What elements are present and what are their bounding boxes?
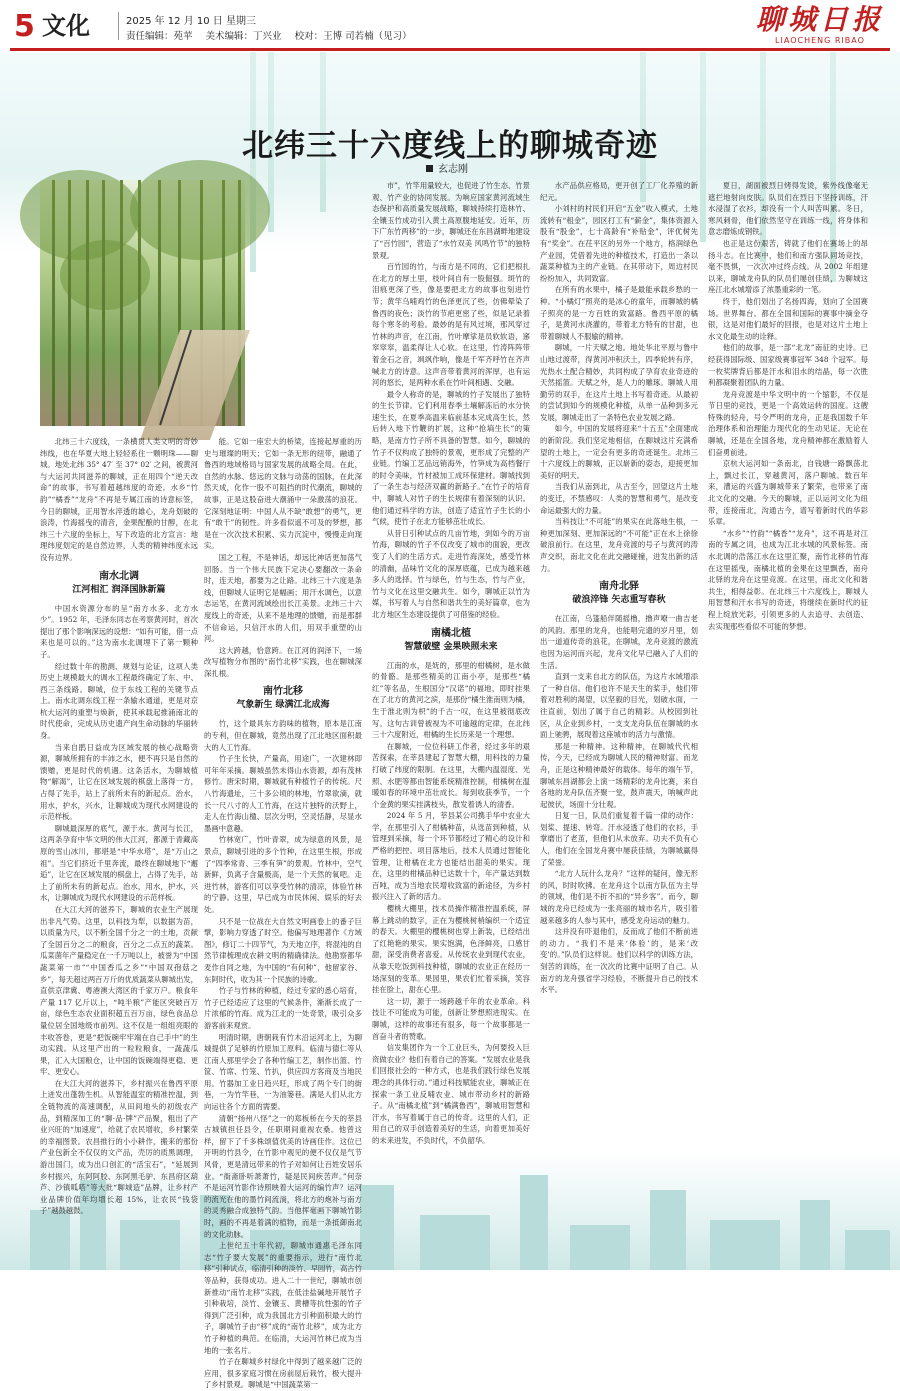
art-editor: 美术编辑：丁兴业 <box>205 31 282 42</box>
author-byline <box>426 160 468 175</box>
header-rule <box>10 48 890 51</box>
paragraph: 在所有的水果中，橘子是最能承载乡愁的一种。“小橘灯”照亮的是冰心的童年，而聊城的橘子照亮的是一方百姓的致富路。鲁西平原的橘子，是黄河水浇灌的，带着北方特有的甘甜，也带着聊城人不服输的精神。 <box>540 285 698 341</box>
paragraph: 经过数十年的勘测、规划与论证，这项人类历史上规模最大的调水工程最终确定了东、中、西三条线路。聊城，位于东线工程的关键节点上。南水北调东线工程一条输水通道，更是对京杭大运河的重塑与焕新，使其承载起推涌南北的时代使命，完成从历史遗产向生命动脉的华丽转身。 <box>40 661 198 741</box>
bamboo-forest-photo <box>40 180 245 426</box>
paragraph: 在聊城，一位位科研工作者，经过多年的艰苦探索，在莘县建起了智慧大棚，用科技的力量打破了纬度的限制。在这里，大棚内温湿度、光照、水肥等都由智能系统精准控制，柑橘树在温暖如春的环境中茁壮成长。每到收获季节，一个个金黄的果实挂满枝头，散发着诱人的清香。 <box>372 741 530 809</box>
paragraph: 他们的故事，是一部“北龙”南征的史诗。已经获得国际级、国家级赛事冠军 348 个冠军。每一枚奖牌背后都是汗水和泪水的结晶，每一次胜利都凝聚着团队的力量。 <box>708 343 868 388</box>
logo-en: LIAOCHENG RIBAO <box>775 36 865 45</box>
paragraph: 百竹园的竹，与南方是不同的，它们把根扎在北方的厚土里，枝叶间自有一股倔强。斑竹的泪痕更深了些，像是要把北方的故事也刻进竹节；黄竿乌哺鸡竹的色泽更沉了些，仿佛晕染了鲁西的夜色；淡竹的节疤更密了些，似是记录着每个寒冬的考验。最妙的是有风过境，那风穿过竹林的声音，在江南，竹叶摩挲是员软软语，窸窣窣窣，温柔得让人心软。在这里，竹涛阵阵带着金石之音，飒飒作响，像是千军齐呼竹在齐声喊北方的诗意。这声音带着黄河的浑厚，也有运河的悠长，是两种水系在竹叶间相遇、交融。 <box>372 262 530 388</box>
section-heading-bamboo <box>204 685 362 712</box>
paragraph: 市”，竹竿用量较大，也促进了竹生态、竹景观、竹产业的协同发展。为响应国家黄河流域生态保护和高质量发展战略，聊城持续打造林竹、全镶玉竹成功引入黄土高原腹地延安。近年，历下广东竹两移”的一步，聊城还在东昌湖畔地建设了“百竹园”，营造了“水竹双美 风鸣竹节”的独特景观。 <box>372 181 530 260</box>
paragraph: 中国水资源分布的呈“南方水多、北方水少”。1952 年，毛泽东同志在考察黄河时，首次提出了那个影响深远的设想：“如有可能，借一点来也是可以的。”这为南水北调埋下了第一颗种子。 <box>40 603 198 659</box>
paragraph: 从昔日引种试点的几亩竹地，到如今的万亩竹海，聊城的竹子不仅改变了城市的面貌，更改变了人们的生活方式。走进竹海深处，感受竹林的清幽，品味竹文化的深厚底蕴，已成为越来越多人的选择。竹与绿色，竹与生态，竹与产业，竹与文化在这里交融共生。如今，聊城正以竹为媒，书写着人与自然和谐共生的美好篇章，也为北方地区生态建设提供了可借鉴的经验。 <box>372 528 530 619</box>
paragraph: 水产品供应格局，更开创了工厂化养殖的新纪元。 <box>540 181 698 202</box>
paragraph: 樱桃大棚里，技术员操作精准控温系统，屏幕上跳动的数字，正在为樱桃树梢编织一个适宜的春天。大棚里的樱桃树也穿上新装，已经结出了红艳艳的果实。果实饱满，色泽鲜亮，口感甘甜，深受消费者喜爱。从传统农业到现代农业，从靠天吃饭到科技种植，聊城的农业正在经历一场深刻的变革。果园里，果农们忙着采摘，笑容挂在脸上，甜在心里。 <box>372 904 530 995</box>
paragraph: 那是一种精神。这种精神，在聊城代代相传，今天，已经成为聊城人民的精神财富。而龙舟，正是这种精神最好的载体。每年的端午节，聊城东昌湖都会上演一场精彩的龙舟比赛，来自各地的龙舟队伍齐聚一堂，鼓声震天，呐喊声此起彼伏，场面十分壮观。 <box>540 741 698 809</box>
article-column-4 <box>540 180 698 1220</box>
paragraph: 在大江大河的滋养下，乡村振兴在鲁西平原上迸发出蓬勃生机。从智能温室的精准控温，到全链物流的高速调配，从田间地头的初级农产品，到精深加工的“聊·品·牌”产品聚，粗出了产业兴旺的“加速度”，给就了农民增收，乡村繁荣的幸福图景。农昌推行的小小耕作，搬来的那份产业包新全不仅仅的文产品，壳厉的质黑调理，游出国门，成为出口创汇的“活宝石”，“延展到乡村振兴，东阿阿胶、东阿黑毛驴、东昌府区葫芦、沙镇呱嗒”等大批“聊城造”品牌，让乡村产业品牌价值年均增长超 15%，让农民“钱袋子”越鼓越鼓。 <box>40 1078 198 1216</box>
paragraph: 国之工程，不是神话，却远比神话更加荡气回肠。当一个伟大民族下定决心要翻改一条命时，连天地，都要为之让路。北纬三十六度是条线，但聊城人证明它是幅画；用汗水调色，以意志运笔，在黄河流域绘出长江美景。北纬三十六度线上的奇迹，从来不是地理的馈赠，而是那群不信命运，只信汗水的人们，用双手重塑的山河。 <box>204 552 362 644</box>
paragraph: 在大江大河的滋养下，聊城的农业生产展现出非凡气势。这里，以科技为犁，以数据为苗，以质量为尺，以不断全国千分之一的土地，贡献了全国百分之二的粮食，百分之二点五的蔬菜。瓜菜菌年产量稳定在一千万吨以上，被誉为“中国蔬菜第一市”“中国香瓜之乡”“中国双孢菇之乡”，每天超过两百万斤的优质蔬菜从聊城出发，直供京津冀、粤港澳大湾区的千家万户。粮食年产量 117 亿斤以上，“吨半粮”产能区突破百万亩，绿色生态农业面积超五百万亩，绿色食品总量位居全国地级市前列。这不仅是一组组亮眼的丰收答卷，更是“把饭碗牢牢端在自己手中”的生动实践。从这里产出的一粒粒粮食，一蔬蔬瓜果，汇入大国粮仓，让中国的饭碗端得更稳、更牢、更安心。 <box>40 904 198 1077</box>
section-heading-boat <box>540 580 698 607</box>
editor-credits <box>126 28 422 42</box>
paragraph: 竹林宽广，竹叶青翠，成为绿意的风景，是景点，聊城引进的多个竹种，在这里生根，形成了“四季常青、三季有笋”的景观。竹林中，空气新鲜，负离子含量极高，是一个天然的氧吧。走进竹林，游客们可以享受竹林的清凉，体验竹林的宁静。这里，早已成为市民休闲、娱乐的好去处。 <box>204 835 362 914</box>
paragraph: 这并没有吓退他们，反而成了他们不断前进的动力。“我们不是来‘体验’的，是来‘改变’的。”队员们这样说。他们以科学的训练方法，刻苦的训练，在一次次的比赛中证明了自己。从南方的龙舟强省学习经验，不断提升自己的技术水平。 <box>540 927 698 995</box>
paragraph: 最令人称奇的是，聊城的竹子发展出了独特的生长节律。它们利用春季土壤解冻后的水分快速生长，在夏季高温来临前基本完成高生长，然后转入地下竹鞭的扩展，这种“抢墒生长”的策略，是南方竹子所不具备的智慧。如今，聊城的竹子不仅构成了独特的景观，更形成了完整的产业链。竹编工艺品远销海外，竹笋成为高档餐厅的时令美味，竹材被加工成环保建材。聊城找到了一条生态与经济双赢的新路子。”在竹子的培育中，聊城人对竹子的生长规律有着深刻的认识。他们通过科学的方法，创造了适宜竹子生长的小气候，使竹子在北方能够茁壮成长。 <box>372 389 530 527</box>
paragraph: 能。它如一座宏大的桥梁，连接起厚重的历史与璀璨的明天；它如一条无形的纽带，融通了鲁西的地域格局与国家发展的战略全局。在此，自然的水脉、悠远的文脉与动荡的国脉，在此深然天成，化作一股不可阻挡的时代潮流，聊城的故事，正是这股奋进大潮涌中一朵激荡的浪花。它深刻地证明：中国人从不缺“敢想”的勇气，更有“敢干”的韧性。许多看似遥不可及的梦想，都是在一次次技术积累、实力沉淀中，慢慢走向现实。 <box>204 437 362 551</box>
section-subtitle: 破浪淬锋 矢志重写春秋 <box>572 595 666 606</box>
section-heading-water <box>40 570 198 597</box>
paragraph: 竹子与竹林的种植，经过专家的悉心培育，竹子已经适应了这里的气候条件，渐渐长成了一片浓郁的竹海。成为江北的一处奇景，吸引众多游客前来观赏。 <box>204 986 362 1030</box>
section-heading-orange <box>372 627 530 654</box>
paragraph: 当我们从南到北，从古至今，回望这片土地的变迁，不禁感叹：人类的智慧和勇气，是改变命运最强大的力量。 <box>540 482 698 515</box>
page-number: 5 <box>14 9 35 44</box>
section-title: 南橘北植 <box>431 627 471 639</box>
article-column-1 <box>40 436 198 1216</box>
logo-cn: 聊城日报 <box>755 3 884 36</box>
paragraph: 上世纪五十年代初，聊城市通惠毛泽东同志“竹子要大发展”的重要指示，进行“南竹北移”引种试点，临清引种的淡竹、早园竹，高古竹等品种，获得成功。进入二十一世纪，聊城市创新推动“南竹北移”实践，在低洼盐碱地开展竹子引种栽培，淡竹、金镶玉、黄槽等抗性强的竹子得到广泛引种，成为我国北方引种面积最大的竹子，聊城竹子由“移”成的“南竹北移”，成为北方竹子种植的典范。在临清，大运河竹林已成为当地的一张名片。 <box>204 1241 362 1355</box>
header-divider <box>118 12 119 40</box>
author-name: 玄志刚 <box>438 164 468 175</box>
paragraph: 直到一支来自北方的队伍，为这片水域增添了一种自信。他们也许不是天生的桨手，他们带着对胜利的渴望，以坚毅的目光，划破水面，一往直前，划出了属于自己的精彩。从校园到社区，从企业到乡村，一支支龙舟队伍在聊城的水面上驰骋，展现着这座城市的活力与激情。 <box>540 672 698 740</box>
paragraph: 这一切，源于一场跨越千年的农业革命。科技让不可能成为可能，创新让梦想照进现实。在聊城，这样的故事还有很多，每一个故事都是一首奋斗者的赞歌。 <box>372 996 530 1041</box>
paragraph: 北纬三十六度线，一条横贯人类文明的奇妙纬线，也在华夏大地上轻轻系住一颗明珠——聊城。地处北纬 35° 47′ 至 37° 02′ 之间，被黄河与大运河共同滋养的聊城，正在用四个“逆天改命”的故事，书写着超越纬度的奇迹。水乡“竹韵”“橘香”“龙舟”不再是专属江南的诗意标签，今日的聊城，正用智水淬透的雄心，龙舟划破的浪涛，竹海摇曳的清音，金果配酿的甘醇，在北纬三十六度的坐标上，写下改造的北方宣言：地理纬度划定的是自然边界，人类的精神纬度永远没有边界。 <box>40 437 198 562</box>
paragraph: 京杭大运河如一条南北，自钱塘一路飘荡北上，飘过长江，穿越黄河，落户聊城。数百年来，漕运的兴盛为聊城带来了繁荣，也带来了南北文化的交融。今天的聊城，正以运河文化为纽带，连接南北，沟通古今，谱写着新时代的华彩乐章。 <box>708 459 868 527</box>
issue-date: 2025 年 12 月 10 日 星期三 <box>126 16 256 27</box>
paragraph: 信发集团作为一个工业巨头，为何要投入巨资做农业？他们有着自己的答案。“发展农业是我们回报社会的一种方式，也是我们践行绿色发展理念的具体行动。”通过科技赋能农业，聊城正在探索一条工业反哺农业、城市带动乡村的新路子。从“南橘北植”到“橘满鲁西”，聊城用智慧和汗水，书写着属于自己的传奇。这里的人们，正用自己的双手创造着美好的生活，向着更加美好的未来进发，不负时代，不负韶华。 <box>372 1043 530 1145</box>
paragraph: “北方人玩什么龙舟？”这样的疑问，像无形的风，时时吹拂。在龙舟这个以南方队伍为主导的领域，他们是不折不扣的“异乡客”。而今，聊城的龙舟已经成为一张亮丽的城市名片，吸引着越来越多的人参与其中，感受龙舟运动的魅力。 <box>540 869 698 925</box>
paragraph: 2024 年 5 月，莘县某公司携手华中农业大学，在那里引入了柑橘种苗，从选苗到种植，从管理到采摘，每一个环节都经过了精心的设计和严格的把控。项目落地后，技术人员通过智能化管理，让柑橘在北方也能结出甜美的果实。现在，这里的柑橘品种已达数十个，年产量达到数百吨，成为当地农民增收致富的新途径，为乡村振兴注入了新的活力。 <box>372 811 530 902</box>
section-subtitle: 江河相汇 润泽国脉新篇 <box>72 584 166 595</box>
section-title: 南水北调 <box>99 570 139 582</box>
paragraph: 竹，这个最具东方韵味的植物，原本是江南的专利，但在聊城，竟然出现了江北地区面积最大的人工竹海。 <box>204 719 362 752</box>
paragraph: 日复一日，队员们重复着千篇一律的动作：划桨、提速、转弯。汗水浸透了他们的衣衫，手掌磨出了老茧，但他们从未放弃。功夫不负有心人，他们在全国龙舟赛中屡获佳绩，为聊城赢得了荣誉。 <box>540 811 698 867</box>
paragraph: 竹子在聊城乡村绿化中得到了越来越广泛的应用，很多家庭习惯在房前屋后栽竹，极大提升了乡村景观。聊城是“中国蔬菜第一 <box>204 1357 362 1390</box>
paragraph: 龙舟竞渡是中华文明中的一个缩影，不仅是节日里的竞技，更是一个高效运转的国度。这艘特殊的轻舟，号令严明的龙舟，正是我国数千年治理体系和治理能力现代化的生动见证。无论在聊城，还是在全国各地，龙舟精神都在激励着人们奋勇前进。 <box>708 389 868 457</box>
article-column-3 <box>372 180 530 1220</box>
page-header <box>0 0 900 60</box>
section-title: 南竹北移 <box>263 686 303 698</box>
paragraph: 当科技让“不可能”的果实在此落地生根，一种更加深刻、更加深远的“不可能”正在水上徐徐破浪前行。在这里，龙舟竞渡的号子与黄河的涛声交织，南北文化在此交融碰撞，迸发出新的活力。 <box>540 517 698 573</box>
paragraph: 在江南，乌篷船伴随摇橹，撸声嘹一曲吉老的风韵。那里的龙舟，也能唱完遗的岁月里，划出一道道传奇的浪花，在聊城，龙舟竞渡的激流也因为运河而兴起，龙舟文化早已融入了人们的生活。 <box>540 614 698 670</box>
paragraph: 终于，他们划出了名扬四海，划向了全国赛场。世界舞台。都在全国和国际的赛事中摘金夺银，这是对他们最好的回报，也是对这片土地上水文化最生动的诠释。 <box>708 296 868 341</box>
section-subtitle: 智慧破壁 金果映照未来 <box>404 641 498 652</box>
paragraph: 如今，中国的发展将迎来“十五五”全面建成的新阶段。我们坚定地相信，在聊城这片充满希望的土地上，一定会有更多的奇迹诞生。北纬三十六度线上的聊城，正以崭新的姿态，迎接更加美好的明天。 <box>540 424 698 480</box>
proofreader: 校对：王博 司若楠（见习） <box>294 31 412 42</box>
byline-square-icon <box>426 165 433 172</box>
section-subtitle: 气象新生 绿满江北成海 <box>236 700 330 711</box>
editor: 责任编辑：苑苹 <box>126 31 193 42</box>
paragraph: 小刘村的村民们开启“五金”收入模式，土地流转有“租金”，园区打工有“薪金”，集体资源入股有“股金”，七十高龄有“补贴金”，评优树先有“奖金”。在茌平区的另外一个地方，格润绿色产业园，凭借着先进的种植技术，打造出一条以蔬菜种植为主的产业链。在其带动下，周边村民纷纷加入，共同致富。 <box>540 204 698 283</box>
paragraph: 江南的水，是妩的，那里的柑橘树，是水做的骨骼。是那些精美的江南小亭，是那些“橘红”等名品，生根国分“汉诺”的福地，即时挂果在了北方的黄河之滨，是那份“橘生淮南则为橘，生于淮北则为枳”的千古一叹，在这里被彻底改写。这句古训曾被视为不可逾越的定律，在北纬三十六度附近，柑橘的生长历来是一个理想。 <box>372 660 530 740</box>
section-title: 南舟北驿 <box>599 581 639 593</box>
paragraph: 只不是一位战在大自然文明画卷上的番子巨擘，影响力穿透了时空。他偏写地理著作《方域图》，修订二十四节气，为天地立序，将混沌的自然节律梳理成农耕文明的精确律法。他勘察都华麦作自同之地，为中国的“有何种”，他留家谷、东阿时代，收为其一个民族的诗歌。 <box>204 916 362 984</box>
article-column-5 <box>708 180 868 1220</box>
article-column-2 <box>204 436 362 1390</box>
paragraph: 清朝“扬州八怪”之一的郑板桥在今天的莘县古城镇担任县令，任职期间重视农桑。他曾这样，留下了千多株颂值优美的诗画佳作。这位已开明的竹县令，在竹影中观见的便不仅仅是气节风骨，更是清远带来的竹子对如何让百姓安居乐业。“衙斋卧听萧萧竹，疑是民间疾苦声。”何奈不是运河竹影作诗照映着大运河的编竹声？运河的流光在他的墨竹间流淌，将北方的炮补与南方的灵秀融合成独特气韵。当他挥毫画下聊城竹影时，画的不再是着满的植物，而是一条抵御南北的文化动脉。 <box>204 1113 362 1239</box>
paragraph: 聊城最深厚的底气，源于水。黄河与长江，这两条孕育中华文明的伟大江河，都源于青藏高原的雪山冰川，都堪是“中华水塔”，是“万山之祖”。当它们挤近千里奔流，最终在聊城地下“邂逅”，让它在区域发展的棋盘上，占得了先手，站上了前所未有的新起点。治水，用水，护水，兴水，让聊城成为现代水网建设的示范样板。 <box>40 823 198 903</box>
paragraph: 当来自鹃日益成为区域发展的核心战略资源，聊城所拥有的丰沛之水，便不再只是自然的馈赠，更是时代的机遇。这条活水，为聊城植物“解渴”，让它在区域发展的棋盘上落得一方，占得了先手，站上了前所未有的新起点。治水，用水，护水，兴水，让聊城成为现代水网建设的示范样板。 <box>40 742 198 822</box>
paragraph: 这大跨越，恰意跨。在江河的润泽下，一场改写植物分布图的“南竹北移”实践，也在聊城深深扎根。 <box>204 645 362 678</box>
paragraph: 聊城，一片天赋之地。地处华北平原与鲁中山地过渡带，得黄河冲积沃土，四季轮转有序，光热水土配合精妙，共同构成了孕育农业奇迹的天然摇篮。天赋之外，是人力的雕琢。聊城人用勤劳的双手，在这片土地上书写着奇迹。从最初的尝试到如今的规模化种植，从单一品种到多元发展，聊城走出了一条特色农业发展之路。 <box>540 343 698 422</box>
paragraph: “水乡”“竹韵”“橘香”“龙舟”，这不再是对江南的专属之词，也成为江北水城的风景标签。南水北调的浩荡江水在这里汇聚，南竹北移的竹海在这里摇曳，南橘北植的金果在这里飘香，南舟北驿的龙舟在这里竞渡。在这里，南北文化和谐共生，相得益彰。在北纬三十六度线上，聊城人用智慧和汗水书写的奇迹，将继续在新时代的征程上绽放光彩，引领更多的人去追寻、去创造、去实现那些看似不可能的梦想。 <box>708 528 868 631</box>
article-title: 北纬三十六度线上的聊城奇迹 <box>242 128 658 164</box>
paragraph: 明清时期，唐朝栽有竹木沿运河北上，为聊城提供了足够的竹原加工原料。临清与德仁等从江南人那里学会了各种竹编工艺，制作出篮、竹筐、竹席、竹笼、竹扒，供应四方客商及当地民用。竹器加工业日趋兴旺，形成了两个专门的街巷，一为竹竿巷，一为油篓巷。满是人们从北方向运往各个方面的需要。 <box>204 1032 362 1112</box>
paragraph: 夏日，湖面被烈日烤得发烫，紫外线像毫无遮拦地射向皮肤。队员们在烈日下坚持训练，汗水浸湿了衣衫，却没有一个人叫苦叫累。冬日，寒风刺骨，他们依然坚守在训练一线，将身体和意志磨炼成钢铁。 <box>708 181 868 237</box>
paragraph: 竹子生长快，产量高，用途广，一次建林即可年年采摘。聊城虽然未得山水资源，却有茂林修竹。唐宋时期，聊城就有种植竹子的传统。尺八竹海遗址，三十多公顷的林地，竹翠欲滴，就长一尺八寸的人工竹海，在这片独特的沃野上，走人在竹海山楹、层次分明，空灵恬静，尽显水墨画中意趣。 <box>204 754 362 833</box>
section-name: 文化 <box>42 12 90 40</box>
newspaper-logo <box>755 3 884 45</box>
paragraph: 也正是这份艰苦，铸就了他们在赛场上的昂扬斗志。在比赛中，他们和南方强队同场竞技，毫不畏惧，一次次冲过终点线。从 2002 年组建以来，聊城龙舟队的队员们屡创佳绩，为聊城这座江北水城增添了浓墨重彩的一笔。 <box>708 238 868 295</box>
